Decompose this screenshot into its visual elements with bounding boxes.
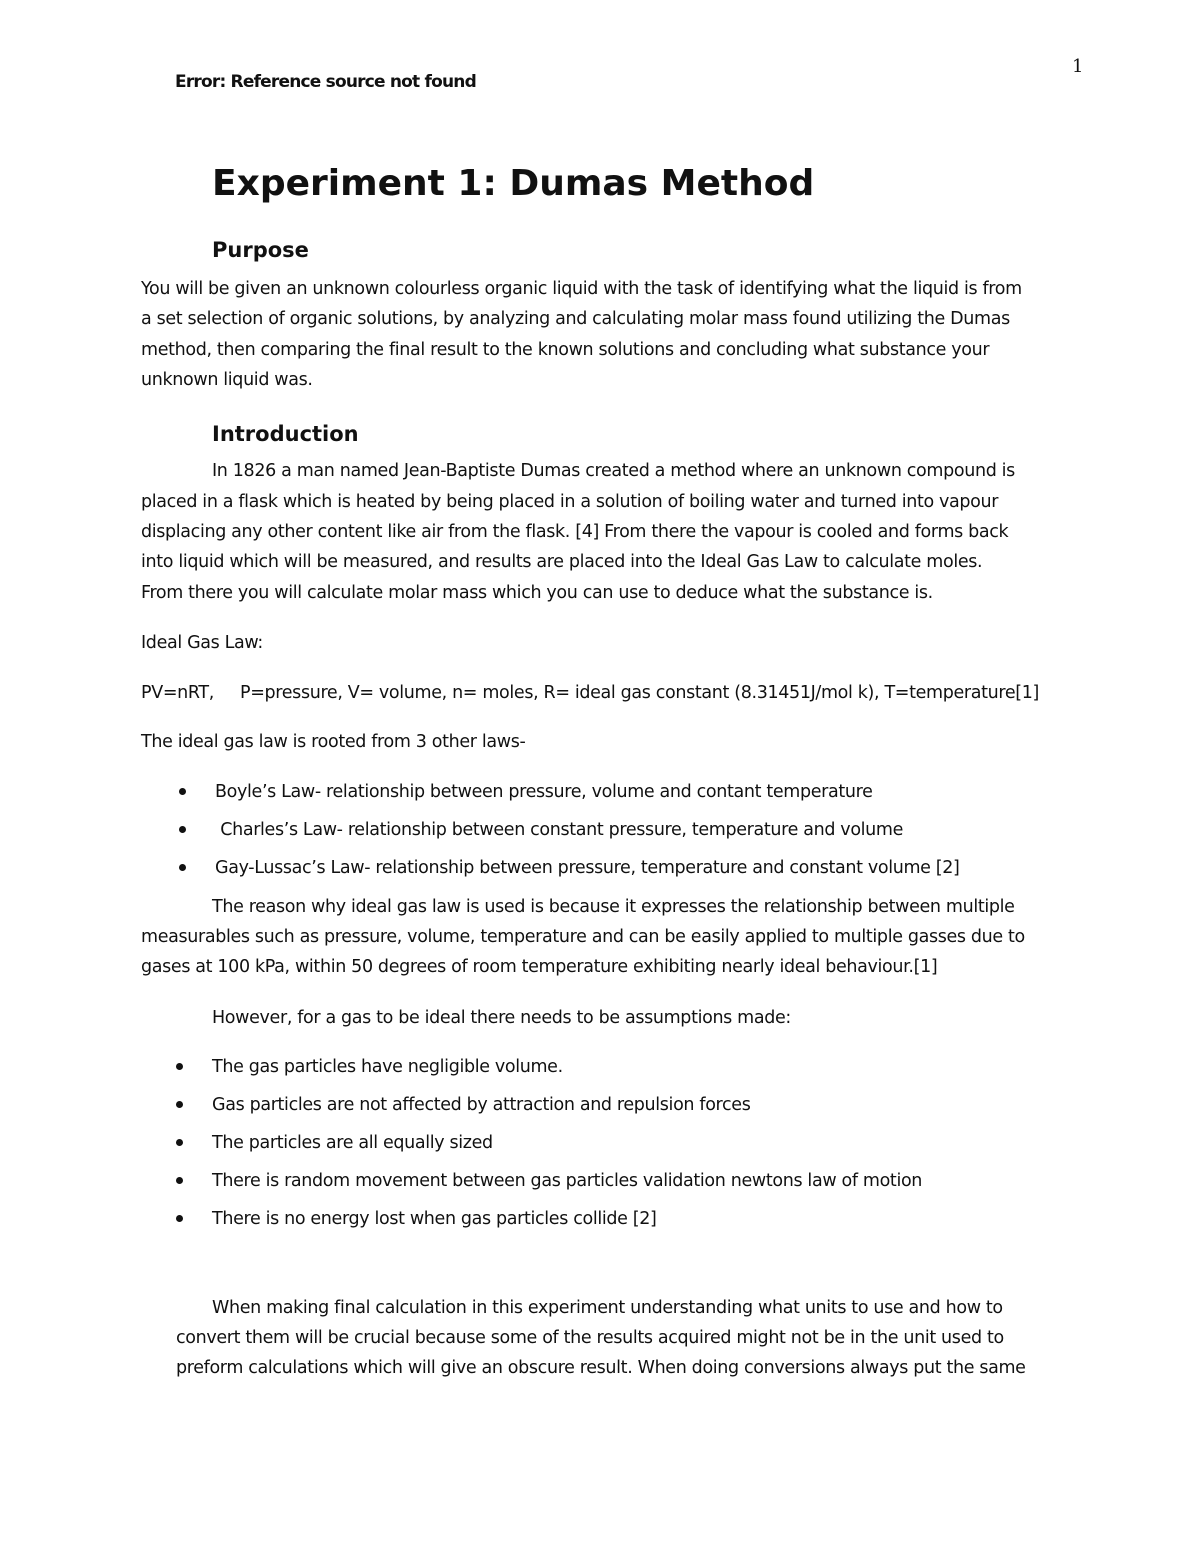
intro-paragraph-line: displacing any other content like air from the flask. [4] From there the vapour is cooled and forms back (141, 522, 1009, 542)
ideal-gas-label: Ideal Gas Law: (141, 633, 263, 653)
assumption-item: The particles are all equally sized (212, 1133, 493, 1153)
law-item: Boyle’s Law- relationship between pressure, volume and contant temperature (215, 782, 873, 802)
assumption-item: Gas particles are not affected by attraction and repulsion forces (212, 1095, 751, 1115)
purpose-line: method, then comparing the final result to the known solutions and concluding what substance your (141, 340, 990, 360)
intro-paragraph-line: From there you will calculate molar mass which you can use to deduce what the substance is. (141, 583, 933, 603)
assumption-item: There is no energy lost when gas particles collide [2] (212, 1209, 657, 1229)
bullet-dot (179, 788, 186, 795)
law-item: Charles’s Law- relationship between constant pressure, temperature and volume (215, 820, 904, 840)
page-number: 1 (1072, 56, 1084, 77)
reason-paragraph-line: measurables such as pressure, volume, temperature and can be easily applied to multiple gasses due to (141, 927, 1025, 947)
introduction-heading: Introduction (212, 422, 359, 446)
assumption-item: The gas particles have negligible volume. (212, 1057, 563, 1077)
purpose-line: a set selection of organic solutions, by analyzing and calculating molar mass found utilizing the Dumas (141, 309, 1010, 329)
bullet-dot (176, 1215, 183, 1222)
bullet-dot (176, 1101, 183, 1108)
intro-paragraph-line: In 1826 a man named Jean-Baptiste Dumas created a method where an unknown compound is (212, 461, 1015, 481)
reason-paragraph-line: The reason why ideal gas law is used is because it expresses the relationship between multiple (212, 897, 1015, 917)
purpose-line: You will be given an unknown colourless organic liquid with the task of identifying what the liquid is from (141, 279, 1022, 299)
purpose-line: unknown liquid was. (141, 370, 313, 390)
bullet-dot (176, 1177, 183, 1184)
bullet-dot (179, 864, 186, 871)
units-paragraph-line: When making final calculation in this experiment understanding what units to use and how to (212, 1298, 1003, 1318)
purpose-heading: Purpose (212, 238, 309, 262)
bullet-dot (179, 826, 186, 833)
law-item: Gay-Lussac’s Law- relationship between pressure, temperature and constant volume [2] (215, 858, 960, 878)
bullet-dot (176, 1139, 183, 1146)
units-paragraph-line: preform calculations which will give an obscure result. When doing conversions always put the same (176, 1358, 1026, 1378)
units-paragraph-line: convert them will be crucial because some of the results acquired might not be in the unit used to (176, 1328, 1004, 1348)
intro-paragraph-line: placed in a flask which is heated by being placed in a solution of boiling water and turned into vapour (141, 492, 999, 512)
running-head: Error: Reference source not found (175, 72, 476, 92)
bullet-dot (176, 1063, 183, 1070)
document-title: Experiment 1: Dumas Method (212, 163, 815, 204)
reason-paragraph-line: gases at 100 kPa, within 50 degrees of room temperature exhibiting nearly ideal behaviour.[1] (141, 957, 938, 977)
laws-intro: The ideal gas law is rooted from 3 other laws- (141, 732, 526, 752)
intro-paragraph-line: into liquid which will be measured, and results are placed into the Ideal Gas Law to calculate moles. (141, 552, 983, 572)
equation-line: PV=nRT, P=pressure, V= volume, n= moles, R= ideal gas constant (8.31451J/mol k), T=temperature[1] (141, 683, 1039, 703)
assumption-item: There is random movement between gas particles validation newtons law of motion (212, 1171, 923, 1191)
assumptions-intro: However, for a gas to be ideal there needs to be assumptions made: (212, 1008, 791, 1028)
